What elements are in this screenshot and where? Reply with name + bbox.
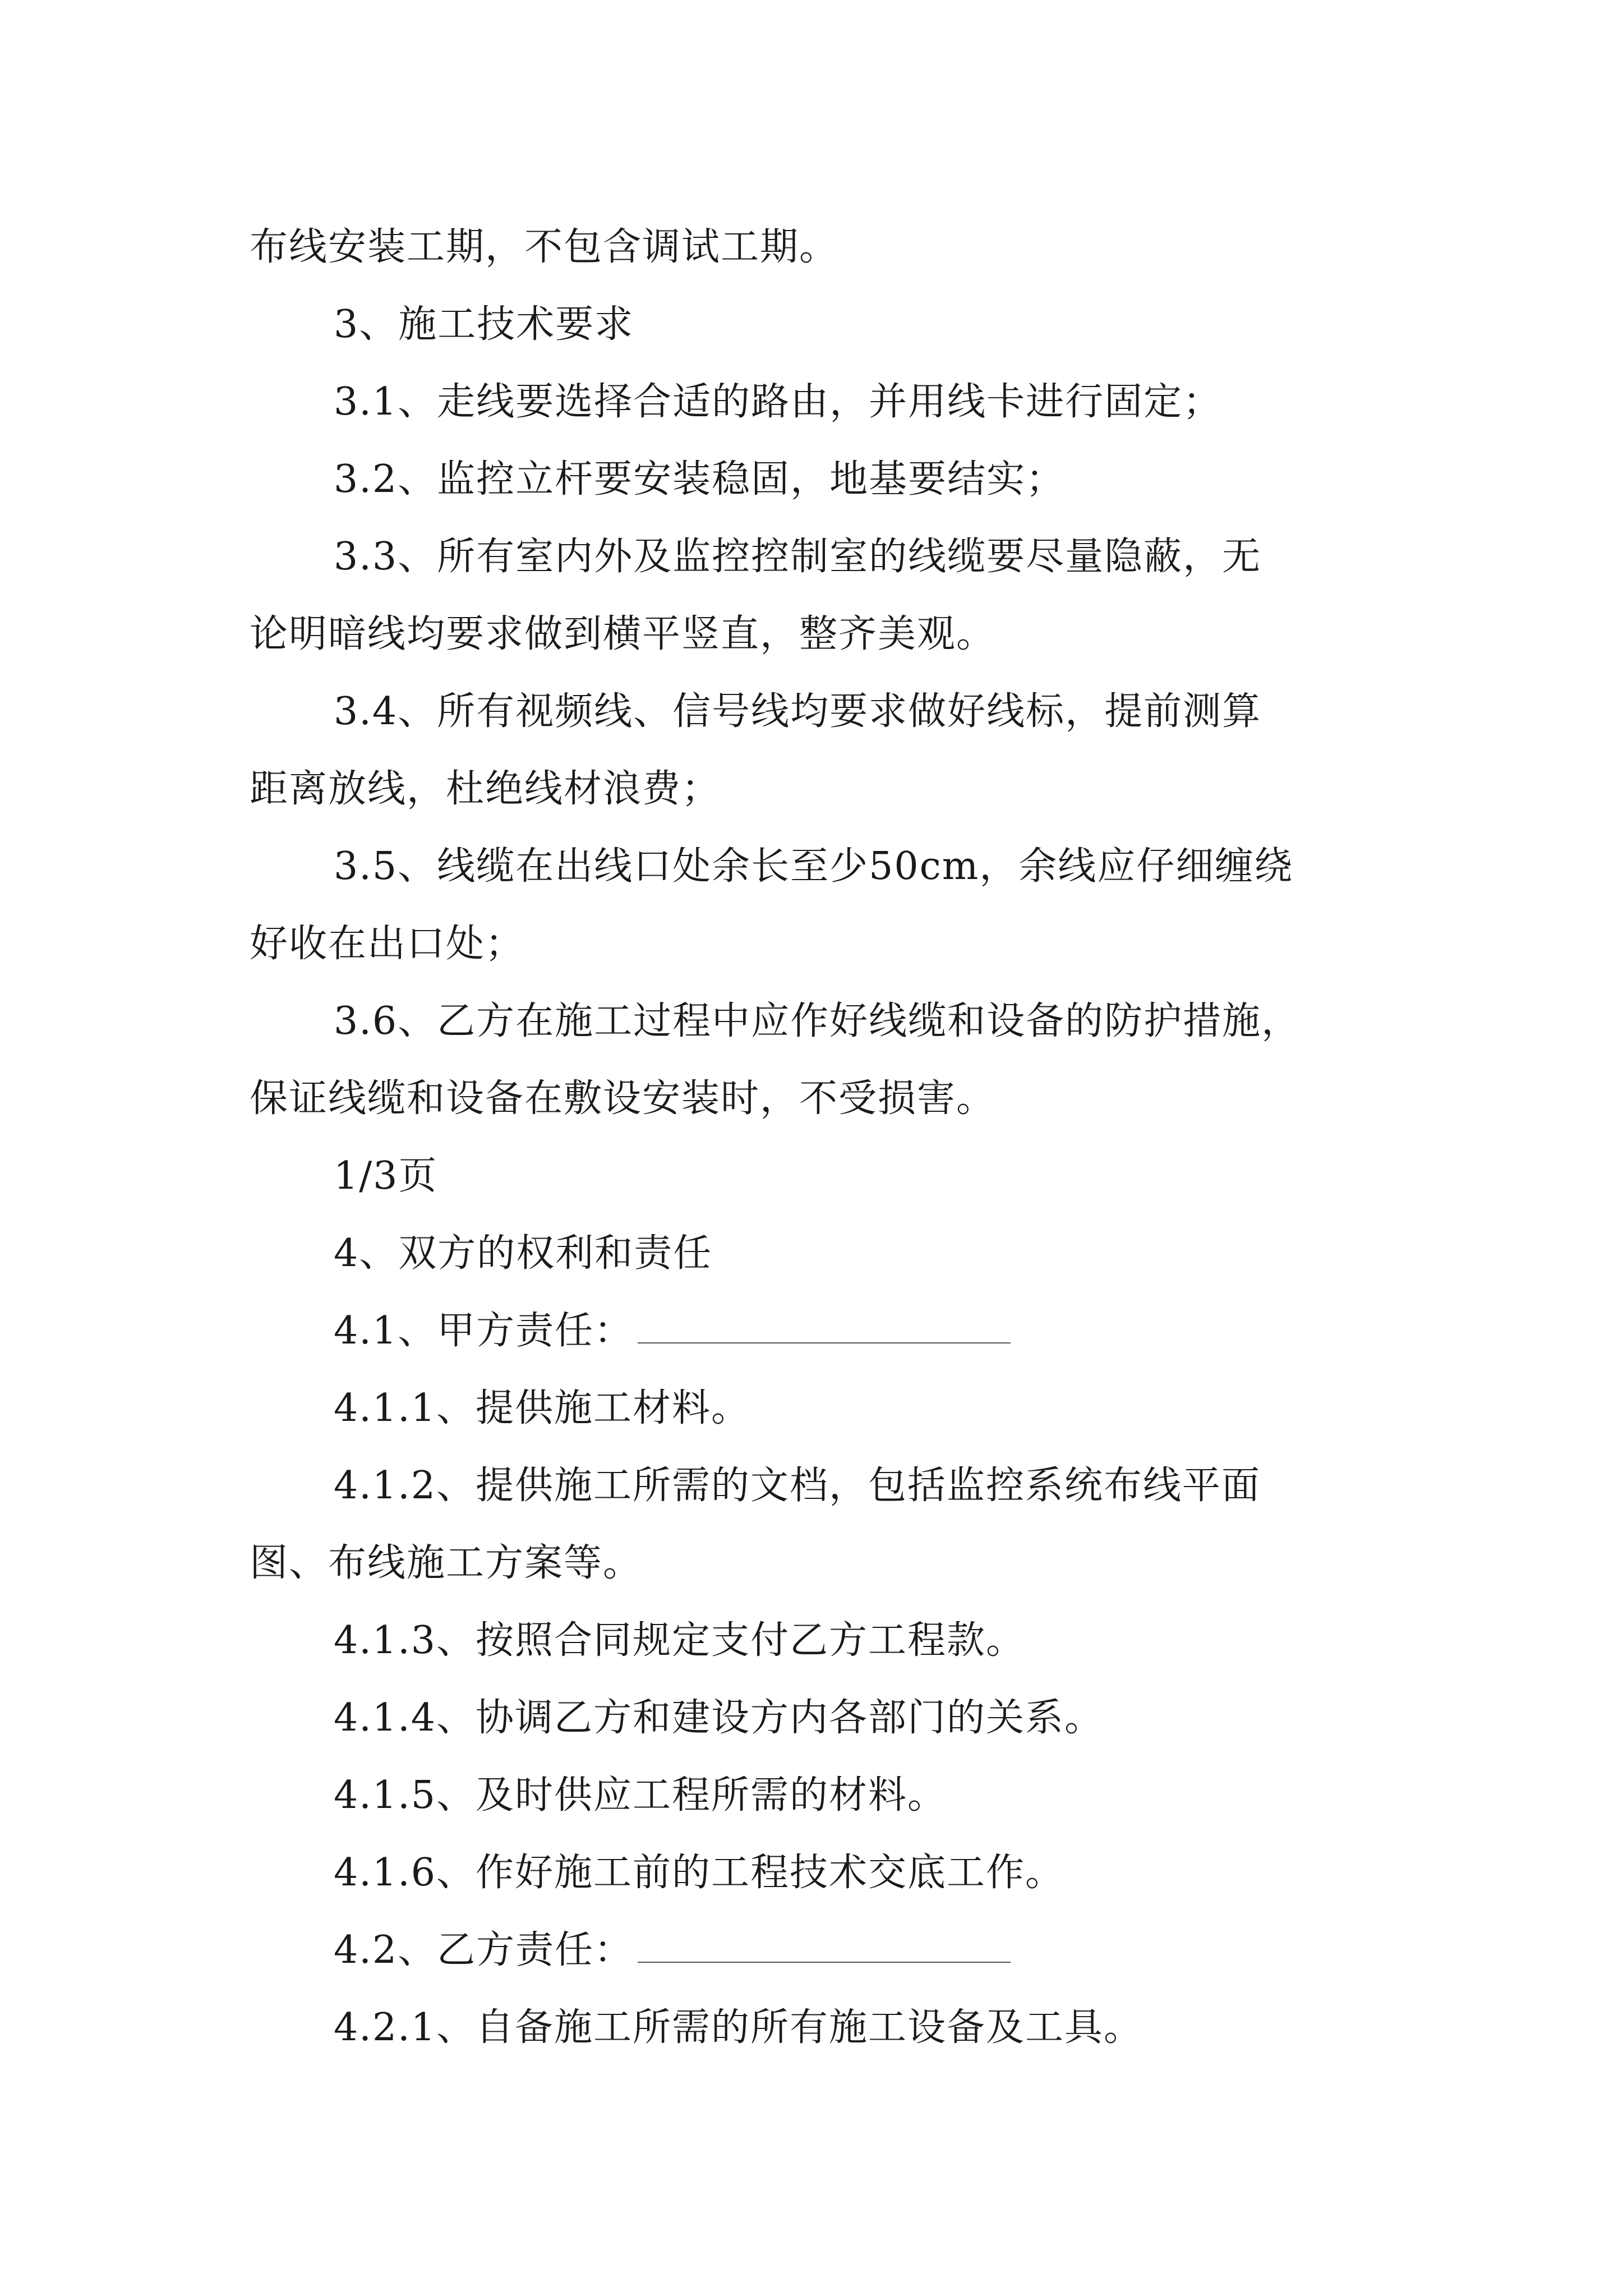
- text-line: 3.5、线缆在出线口处余长至少50cm，余线应仔细缠绕: [334, 844, 1294, 889]
- party-a-label: 4.1、甲方责任：: [334, 1309, 634, 1353]
- text-line: 4.1.1、提供施工材料。: [334, 1386, 751, 1430]
- text-line: 3.3、所有室内外及监控控制室的线缆要尽量隐蔽，无: [334, 535, 1262, 579]
- text-line: 4.2.1、自备施工所需的所有施工设备及工具。: [334, 2005, 1144, 2050]
- fill-in-blank[interactable]: [638, 1309, 1011, 1343]
- party-b-label: 4.2、乙方责任：: [334, 1928, 634, 1972]
- text-line: 4.1.4、协调乙方和建设方内各部门的关系。: [334, 1696, 1104, 1740]
- section-heading: 4、双方的权利和责任: [334, 1231, 713, 1276]
- text-line: 图、布线施工方案等。: [250, 1541, 643, 1585]
- text-line: 3.6、乙方在施工过程中应作好线缆和设备的防护措施，: [334, 999, 1301, 1043]
- document-page: [250, 209, 1394, 2067]
- party-a-responsibility-line: [250, 1292, 1394, 1370]
- text-line: 距离放线，杜绝线材浪费；: [250, 767, 721, 811]
- text-line: 论明暗线均要求做到横平竖直，整齐美观。: [250, 612, 996, 656]
- section-heading: 3、施工技术要求: [334, 302, 634, 347]
- text-line: 好收在出口处；: [250, 922, 525, 966]
- text-line: 4.1.6、作好施工前的工程技术交底工作。: [334, 1851, 1065, 1895]
- text-line: 3.4、所有视频线、信号线均要求做好线标，提前测算: [334, 689, 1262, 734]
- text-line: 3.1、走线要选择合适的路由，并用线卡进行固定；: [334, 380, 1223, 424]
- text-line: 保证线缆和设备在敷设安装时，不受损害。: [250, 1076, 996, 1121]
- fill-in-blank[interactable]: [638, 1928, 1011, 1963]
- text-line: 4.1.2、提供施工所需的文档，包括监控系统布线平面: [334, 1464, 1261, 1508]
- text-line: 4.1.3、按照合同规定支付乙方工程款。: [334, 1618, 1026, 1663]
- party-b-responsibility-line: [250, 1912, 1394, 1989]
- text-line: 布线安装工期，不包含调试工期。: [250, 225, 839, 269]
- text-line: 3.2、监控立杆要安装稳固，地基要结实；: [334, 457, 1066, 501]
- page-number: 1/3页: [334, 1154, 438, 1198]
- text-line: 4.1.5、及时供应工程所需的材料。: [334, 1773, 947, 1818]
